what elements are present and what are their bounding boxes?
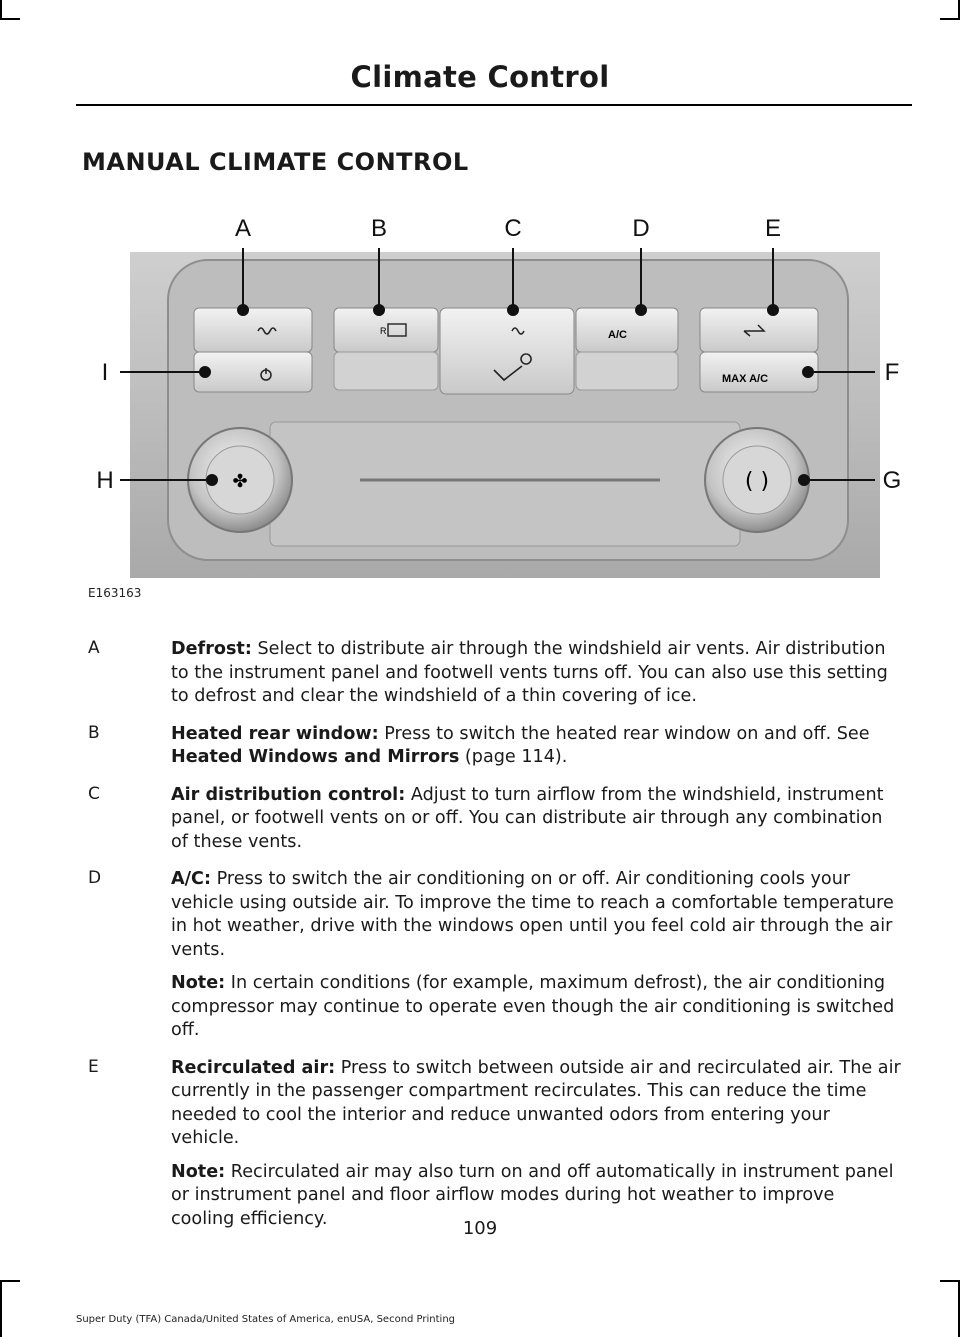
max-ac-label: MAX A/C [722,373,769,385]
callout-i: I [101,359,109,386]
item-key: C [88,783,100,804]
crop-mark [0,1280,2,1337]
list-item [0,868,960,962]
climate-panel-illustration [80,200,920,600]
page-number: 109 [462,1218,498,1239]
crop-mark [940,18,960,20]
item-body [171,868,901,962]
callout-b: B [370,215,388,242]
fan-icon: ✤ [232,471,248,492]
note-text: Recirculated air may also turn on and off automatically in instrument panel or instrument panel and floor airflow modes during hot weather to improve cooling efficiency. [171,1161,894,1229]
callout-a: A [234,215,252,242]
note-text: In certain conditions (for example, maximum defrost), the air conditioning compressor may continue to operate even though the air conditioning is switched off. [171,973,895,1040]
item-term: Heated rear window: [171,723,379,744]
item-body [171,638,901,709]
blank-button-left [334,352,438,390]
item-note [171,972,901,1043]
rear-defrost-label: R [380,326,387,336]
item-body [171,1057,901,1151]
list-item [0,1057,960,1151]
item-text: Press to switch the heated rear window on and off. See [378,723,870,744]
page-header-title: Climate Control [350,60,610,94]
crop-mark [0,18,20,20]
list-item [0,784,960,855]
callout-f: F [884,359,900,386]
max-ac-button [700,352,818,392]
figure-id: E163163 [88,586,142,600]
callout-e: E [764,215,782,242]
air-distribution-button [440,308,574,394]
callout-g: G [882,467,902,494]
cross-reference-link[interactable]: Heated Windows and Mirrors [171,747,460,767]
callout-c: C [504,215,522,242]
item-text: Adjust to turn airflow from the windshield, instrument panel, or footwell vents on or off. You can distribute air through any combination of these vents. [171,784,884,852]
item-body [171,784,901,855]
callout-h: H [96,467,114,494]
temperature-knob-glyph: ( ) [744,469,770,494]
ac-button [576,308,678,352]
note-term: Note: [171,973,226,993]
item-term: Air distribution control: [171,784,406,805]
climate-control-figure [80,200,920,600]
power-button [194,352,312,392]
note-term: Note: [171,1161,226,1182]
recirculation-button [700,308,818,352]
item-key: A [88,638,100,658]
item-term: A/C: [171,869,211,889]
item-term: Recirculated air: [171,1057,336,1078]
item-text: Select to distribute air through the windshield air vents. Air distribution to the instrument panel and footwell vents turns off. You can also use this setting to defrost and clear the windshield of a thin covering of ice. [171,639,888,706]
header-divider [76,104,912,106]
ac-label: A/C [608,329,627,341]
lower-panel [270,422,740,546]
item-text-after: (page 114). [459,747,568,767]
item-key: E [88,1056,99,1077]
item-body [171,723,901,770]
callout-d: D [632,215,650,242]
footer-text: Super Duty (TFA) Canada/United States of America, enUSA, Second Printing [76,1314,456,1325]
item-list [0,638,960,1245]
item-text: Press to switch between outside air and recirculated air. The air currently in the passenger compartment recirculates. This can reduce the time needed to cool the interior and reduce unwanted odors from entering your vehicle. [171,1057,901,1148]
item-key: B [88,722,100,743]
list-item [0,638,960,709]
defrost-button [194,308,312,352]
item-text: Press to switch the air conditioning on or off. Air conditioning cools your vehicle using outside air. To improve the time to reach a comfortable temperature in hot weather, drive with the windows open until you feel cold air through the air vents. [171,869,894,960]
crop-mark [940,1280,960,1282]
crop-mark [0,1280,20,1282]
item-term: Defrost: [171,639,252,659]
crop-mark [0,0,2,20]
blank-button-right [576,352,678,390]
item-key: D [88,868,102,888]
section-title: MANUAL CLIMATE CONTROL [82,148,469,176]
list-item [0,723,960,770]
